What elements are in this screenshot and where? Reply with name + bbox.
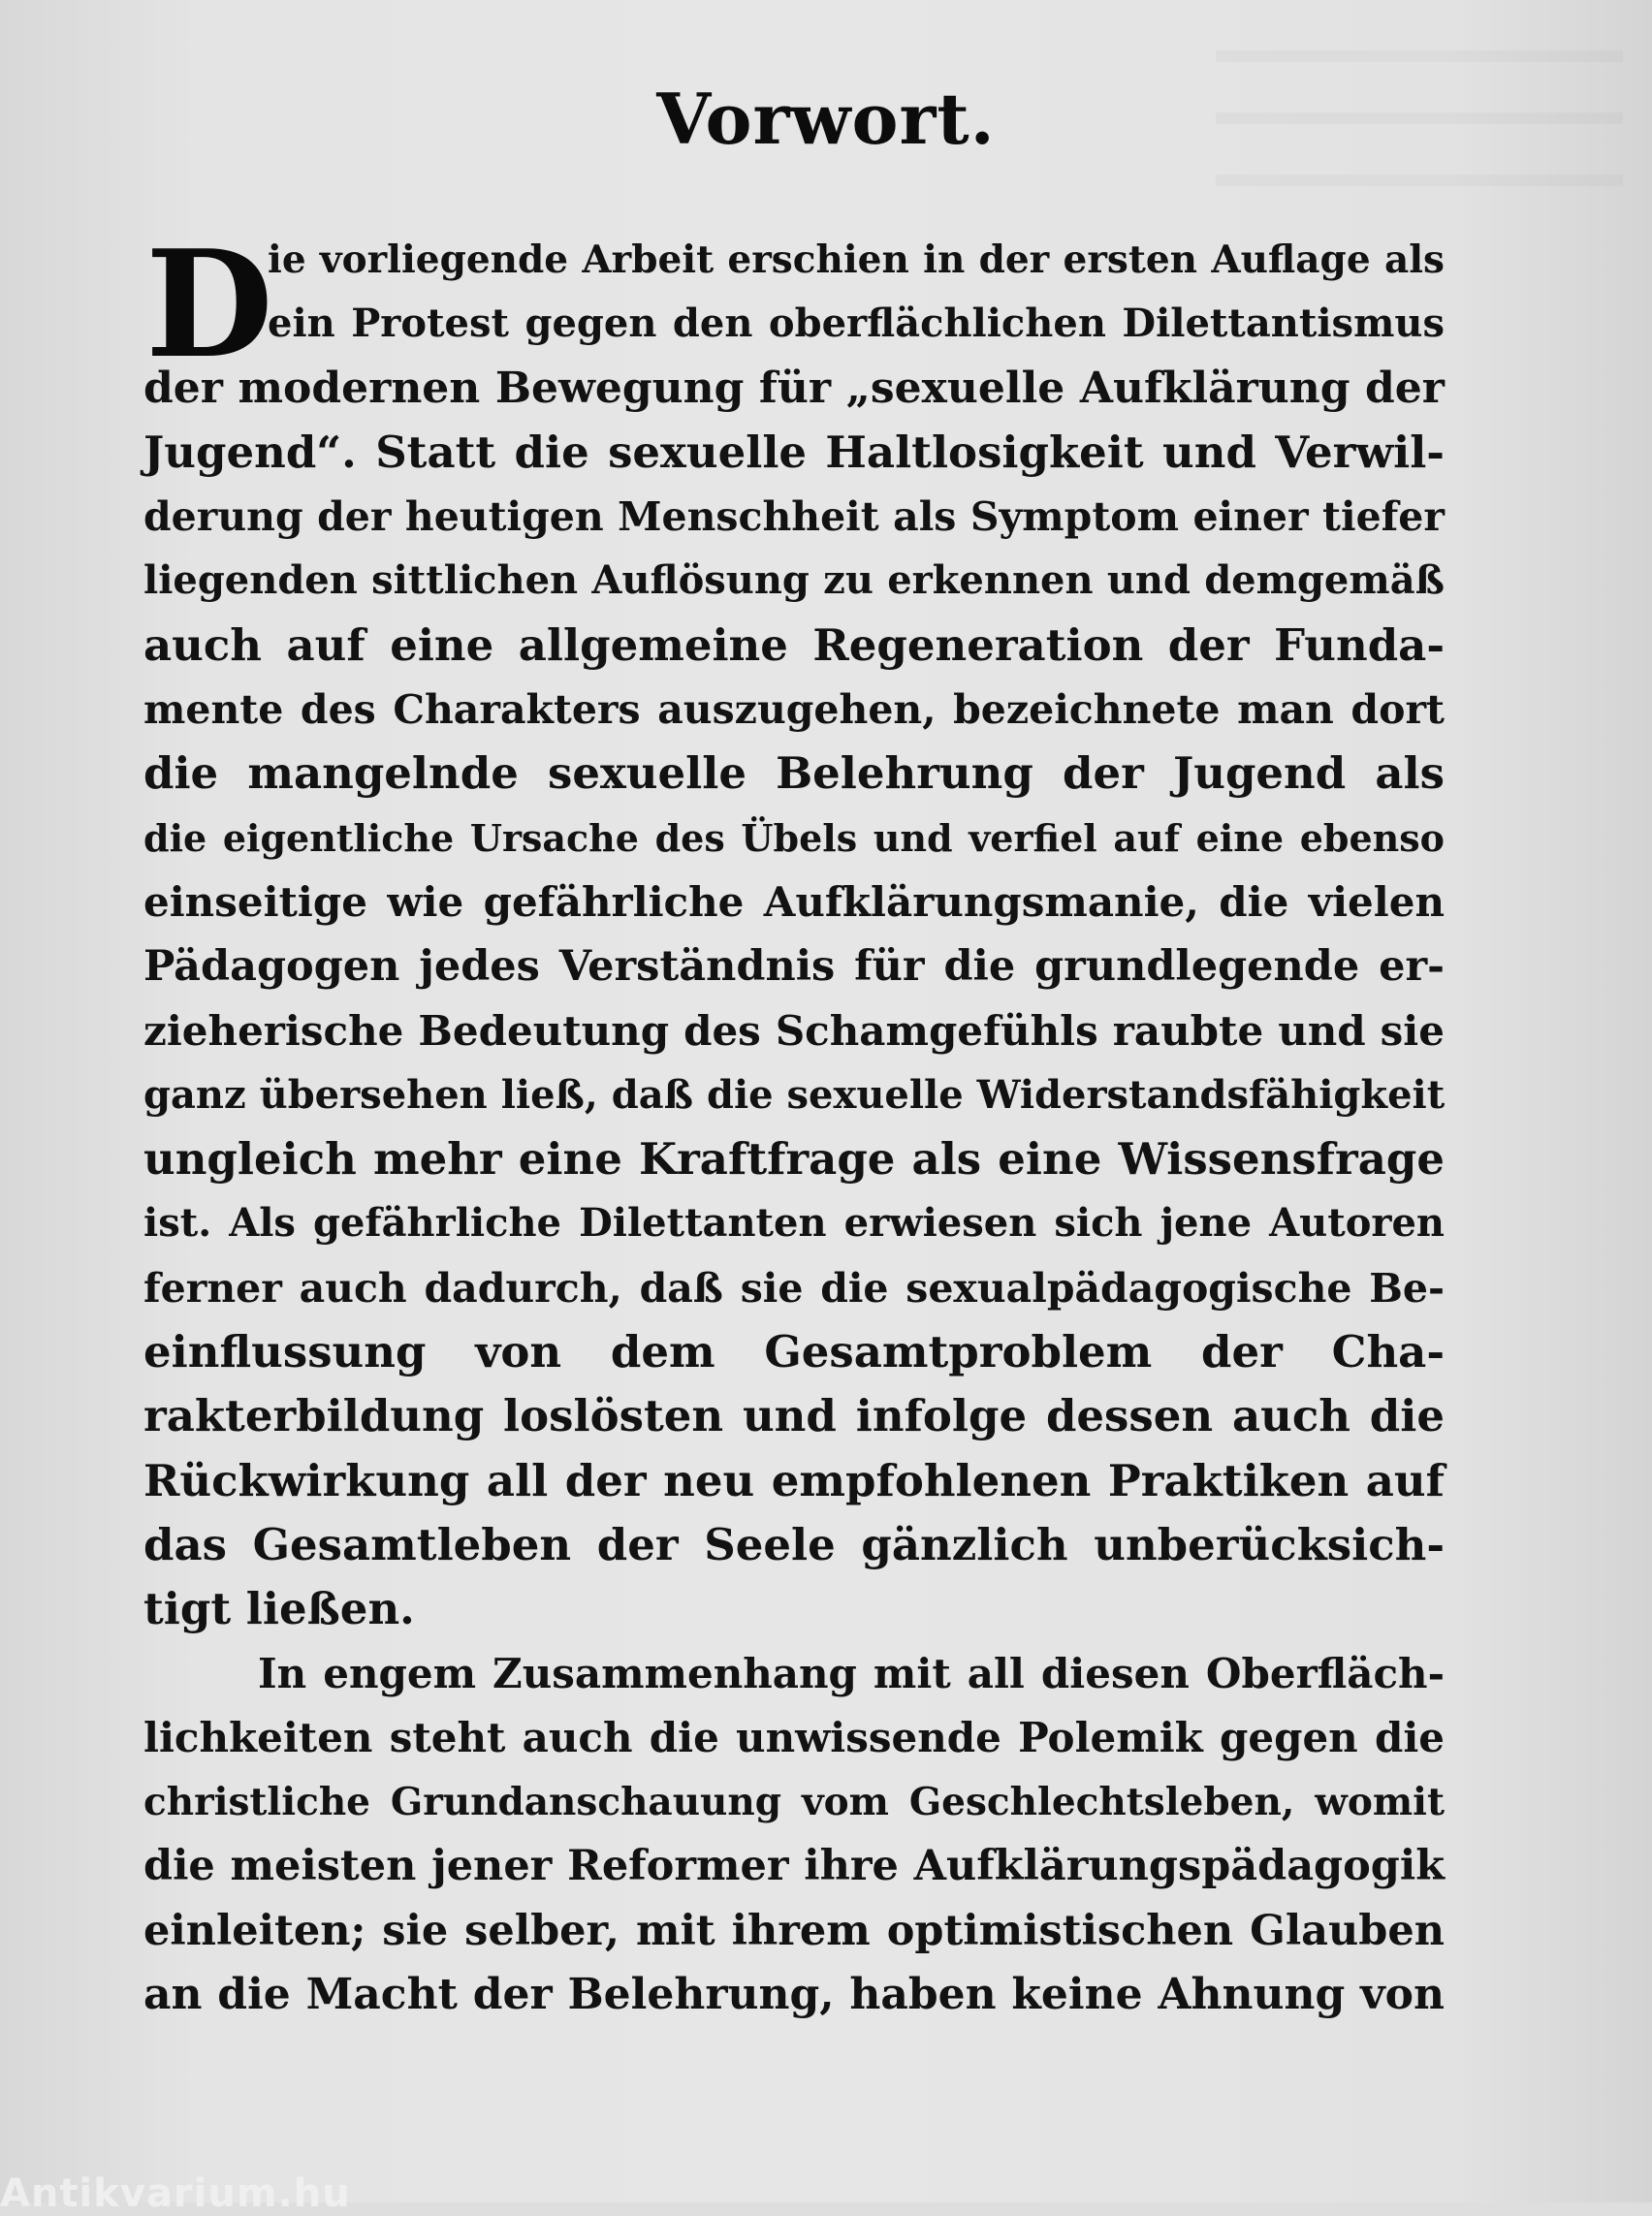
text-line: der modernen Bewegung für „sexuelle Aufklärung der <box>143 363 1445 413</box>
text-line: In engem Zusammenhang mit all diesen Oberfläch- <box>258 1649 1445 1697</box>
text-line: Jugend“. Statt die sexuelle Haltlosigkeit und Verwil- <box>143 426 1445 478</box>
text-line: ferner auch dadurch, daß sie die sexualpädagogische Be- <box>143 1264 1445 1312</box>
text-line: an die Macht der Belehrung, haben keine Ahnung von <box>143 1970 1445 2020</box>
page-title: Vorwort. <box>656 78 996 160</box>
text-line: ganz übersehen ließ, daß die sexuelle Widerstandsfähigkeit <box>143 1071 1446 1118</box>
watermark: Antikvarium.hu <box>0 2171 351 2216</box>
text-line: derung der heutigen Menschheit als Symptom einer tiefer <box>143 493 1445 541</box>
text-line: ist. Als gefährliche Dilettanten erwiesen sich jene Autoren <box>143 1200 1445 1247</box>
text-line: liegenden sittlichen Auflösung zu erkennen und demgemäß <box>143 557 1445 604</box>
text-line: christliche Grundanschauung vom Geschlechtsleben, womit <box>143 1780 1445 1825</box>
text-line: die meisten jener Reformer ihre Aufklärungspädagogik <box>143 1842 1445 1891</box>
text-line: ungleich mehr eine Kraftfrage als eine Wissensfrage <box>143 1133 1445 1186</box>
text-line: zieherische Bedeutung des Schamgefühls raubte und sie <box>143 1006 1445 1055</box>
body-text <box>143 217 1446 2027</box>
text-line: die eigentliche Ursache des Übels und verfiel auf eine ebenso <box>143 815 1445 860</box>
text-line: mente des Charakters auszugehen, bezeichnete man dort <box>143 686 1445 734</box>
text-line: einseitige wie gefährliche Aufklärungsmanie, die vielen <box>143 877 1445 926</box>
text-line: ein Protest gegen den oberflächlichen Dilettantismus <box>268 301 1445 347</box>
text-line: Pädagogen jedes Verständnis für die grundlegende er- <box>143 942 1445 992</box>
text-line: einflussung von dem Gesamtproblem der Cha- <box>143 1326 1445 1378</box>
text-line: tigt ließen. <box>143 1583 415 1635</box>
text-line: auch auf eine allgemeine Regeneration der Funda- <box>143 618 1445 671</box>
text-line: ie vorliegende Arbeit erschien in der ersten Auflage als <box>268 237 1445 282</box>
text-line: rakterbildung loslösten und infolge dessen auch die <box>143 1390 1445 1442</box>
text-line: das Gesamtleben der Seele gänzlich unberücksich- <box>143 1518 1445 1570</box>
text-line: lichkeiten steht auch die unwissende Polemik gegen die <box>143 1713 1445 1761</box>
text-line: einleiten; sie selber, mit ihrem optimistischen Glauben <box>143 1906 1445 1955</box>
drop-cap: D <box>145 217 273 391</box>
text-line: Rückwirkung all der neu empfohlenen Praktiken auf <box>143 1454 1445 1506</box>
text-line: die mangelnde sexuelle Belehrung der Jugend als <box>143 747 1445 800</box>
